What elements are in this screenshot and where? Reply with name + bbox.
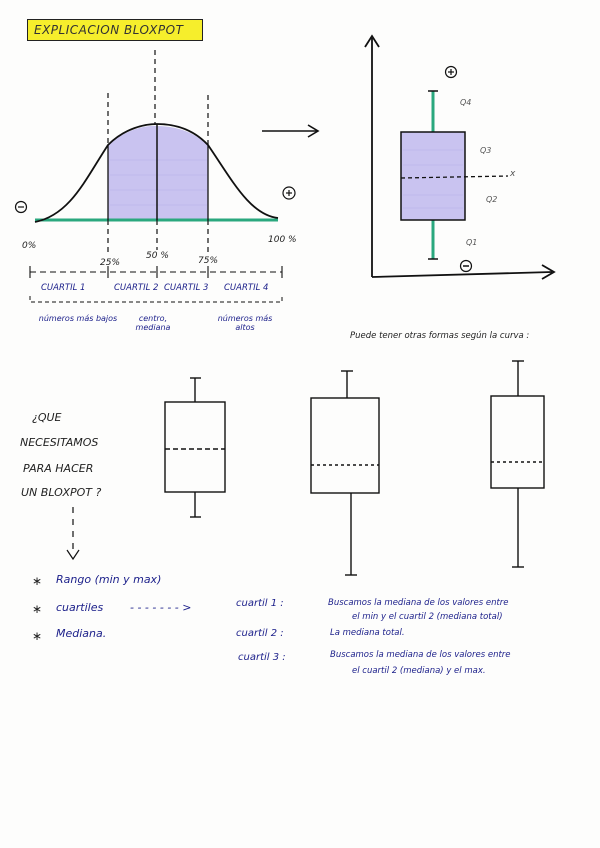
q1-label: Q1 xyxy=(466,238,478,247)
pct-100-label: 100 % xyxy=(268,235,297,245)
boxplot-axes-diagram xyxy=(365,36,554,279)
page-title: EXPLICACION BLOXPOT xyxy=(27,19,203,41)
q4-label: Q4 xyxy=(460,98,472,107)
requirement-2: cuartiles xyxy=(56,601,104,614)
quartile-3-label: CUARTIL 3 xyxy=(164,283,209,293)
question-line-1: ¿QUE xyxy=(32,411,62,424)
requirement-arrow: - - - - - - - > xyxy=(130,601,192,614)
pct-75-label: 75% xyxy=(198,256,219,266)
right-arrow xyxy=(262,125,318,137)
quartile-ruler xyxy=(30,266,282,278)
question-line-3: PARA HACER xyxy=(23,462,94,475)
cuartil-1-name: cuartil 1 : xyxy=(236,598,284,609)
pct-25-label: 25% xyxy=(100,258,121,268)
boxplot-shape-3 xyxy=(491,361,544,567)
cuartil-3-name: cuartil 3 : xyxy=(238,652,286,663)
cuartil-1-line2: el min y el cuartil 2 (mediana total) xyxy=(352,612,503,622)
boxplot-shape-2 xyxy=(311,371,379,575)
boxplot-shape-1 xyxy=(165,378,225,517)
bell-curve-diagram xyxy=(16,50,296,255)
requirement-1: Rango (min y max) xyxy=(56,573,162,586)
requirement-3: Mediana. xyxy=(56,627,107,640)
question-line-4: UN BLOXPOT ? xyxy=(21,486,102,499)
quartile-2-desc: centro, mediana xyxy=(135,314,171,332)
cuartil-3-line2: el cuartil 2 (mediana) y el max. xyxy=(352,666,486,676)
quartile-4-label: CUARTIL 4 xyxy=(224,283,269,293)
q3-label: Q3 xyxy=(480,146,492,155)
quartile-1-desc: números más bajos xyxy=(38,314,118,323)
bullet-icon: ∗ xyxy=(32,629,43,643)
iqr-shaded-area xyxy=(108,126,208,220)
pct-50-label: 50 % xyxy=(146,251,169,261)
cuartil-2-line1: La mediana total. xyxy=(330,628,405,638)
shapes-note: Puede tener otras formas según la curva : xyxy=(350,331,530,341)
pct-0-label: 0% xyxy=(22,241,37,251)
cuartil-2-name: cuartil 2 : xyxy=(236,628,284,639)
x-axis-label: x xyxy=(510,169,516,179)
quartile-4-desc: números más altos xyxy=(217,314,273,332)
q2-label: Q2 xyxy=(486,195,498,204)
quartile-2-label: CUARTIL 2 xyxy=(114,283,159,293)
bullet-icon: ∗ xyxy=(32,602,43,616)
quartile-1-label: CUARTIL 1 xyxy=(41,283,86,293)
down-arrow xyxy=(67,507,79,559)
question-line-2: NECESITAMOS xyxy=(20,436,99,449)
cuartil-3-line1: Buscamos la mediana de los valores entre xyxy=(330,650,511,660)
bullet-icon: ∗ xyxy=(32,574,43,588)
cuartil-1-line1: Buscamos la mediana de los valores entre xyxy=(328,598,509,608)
